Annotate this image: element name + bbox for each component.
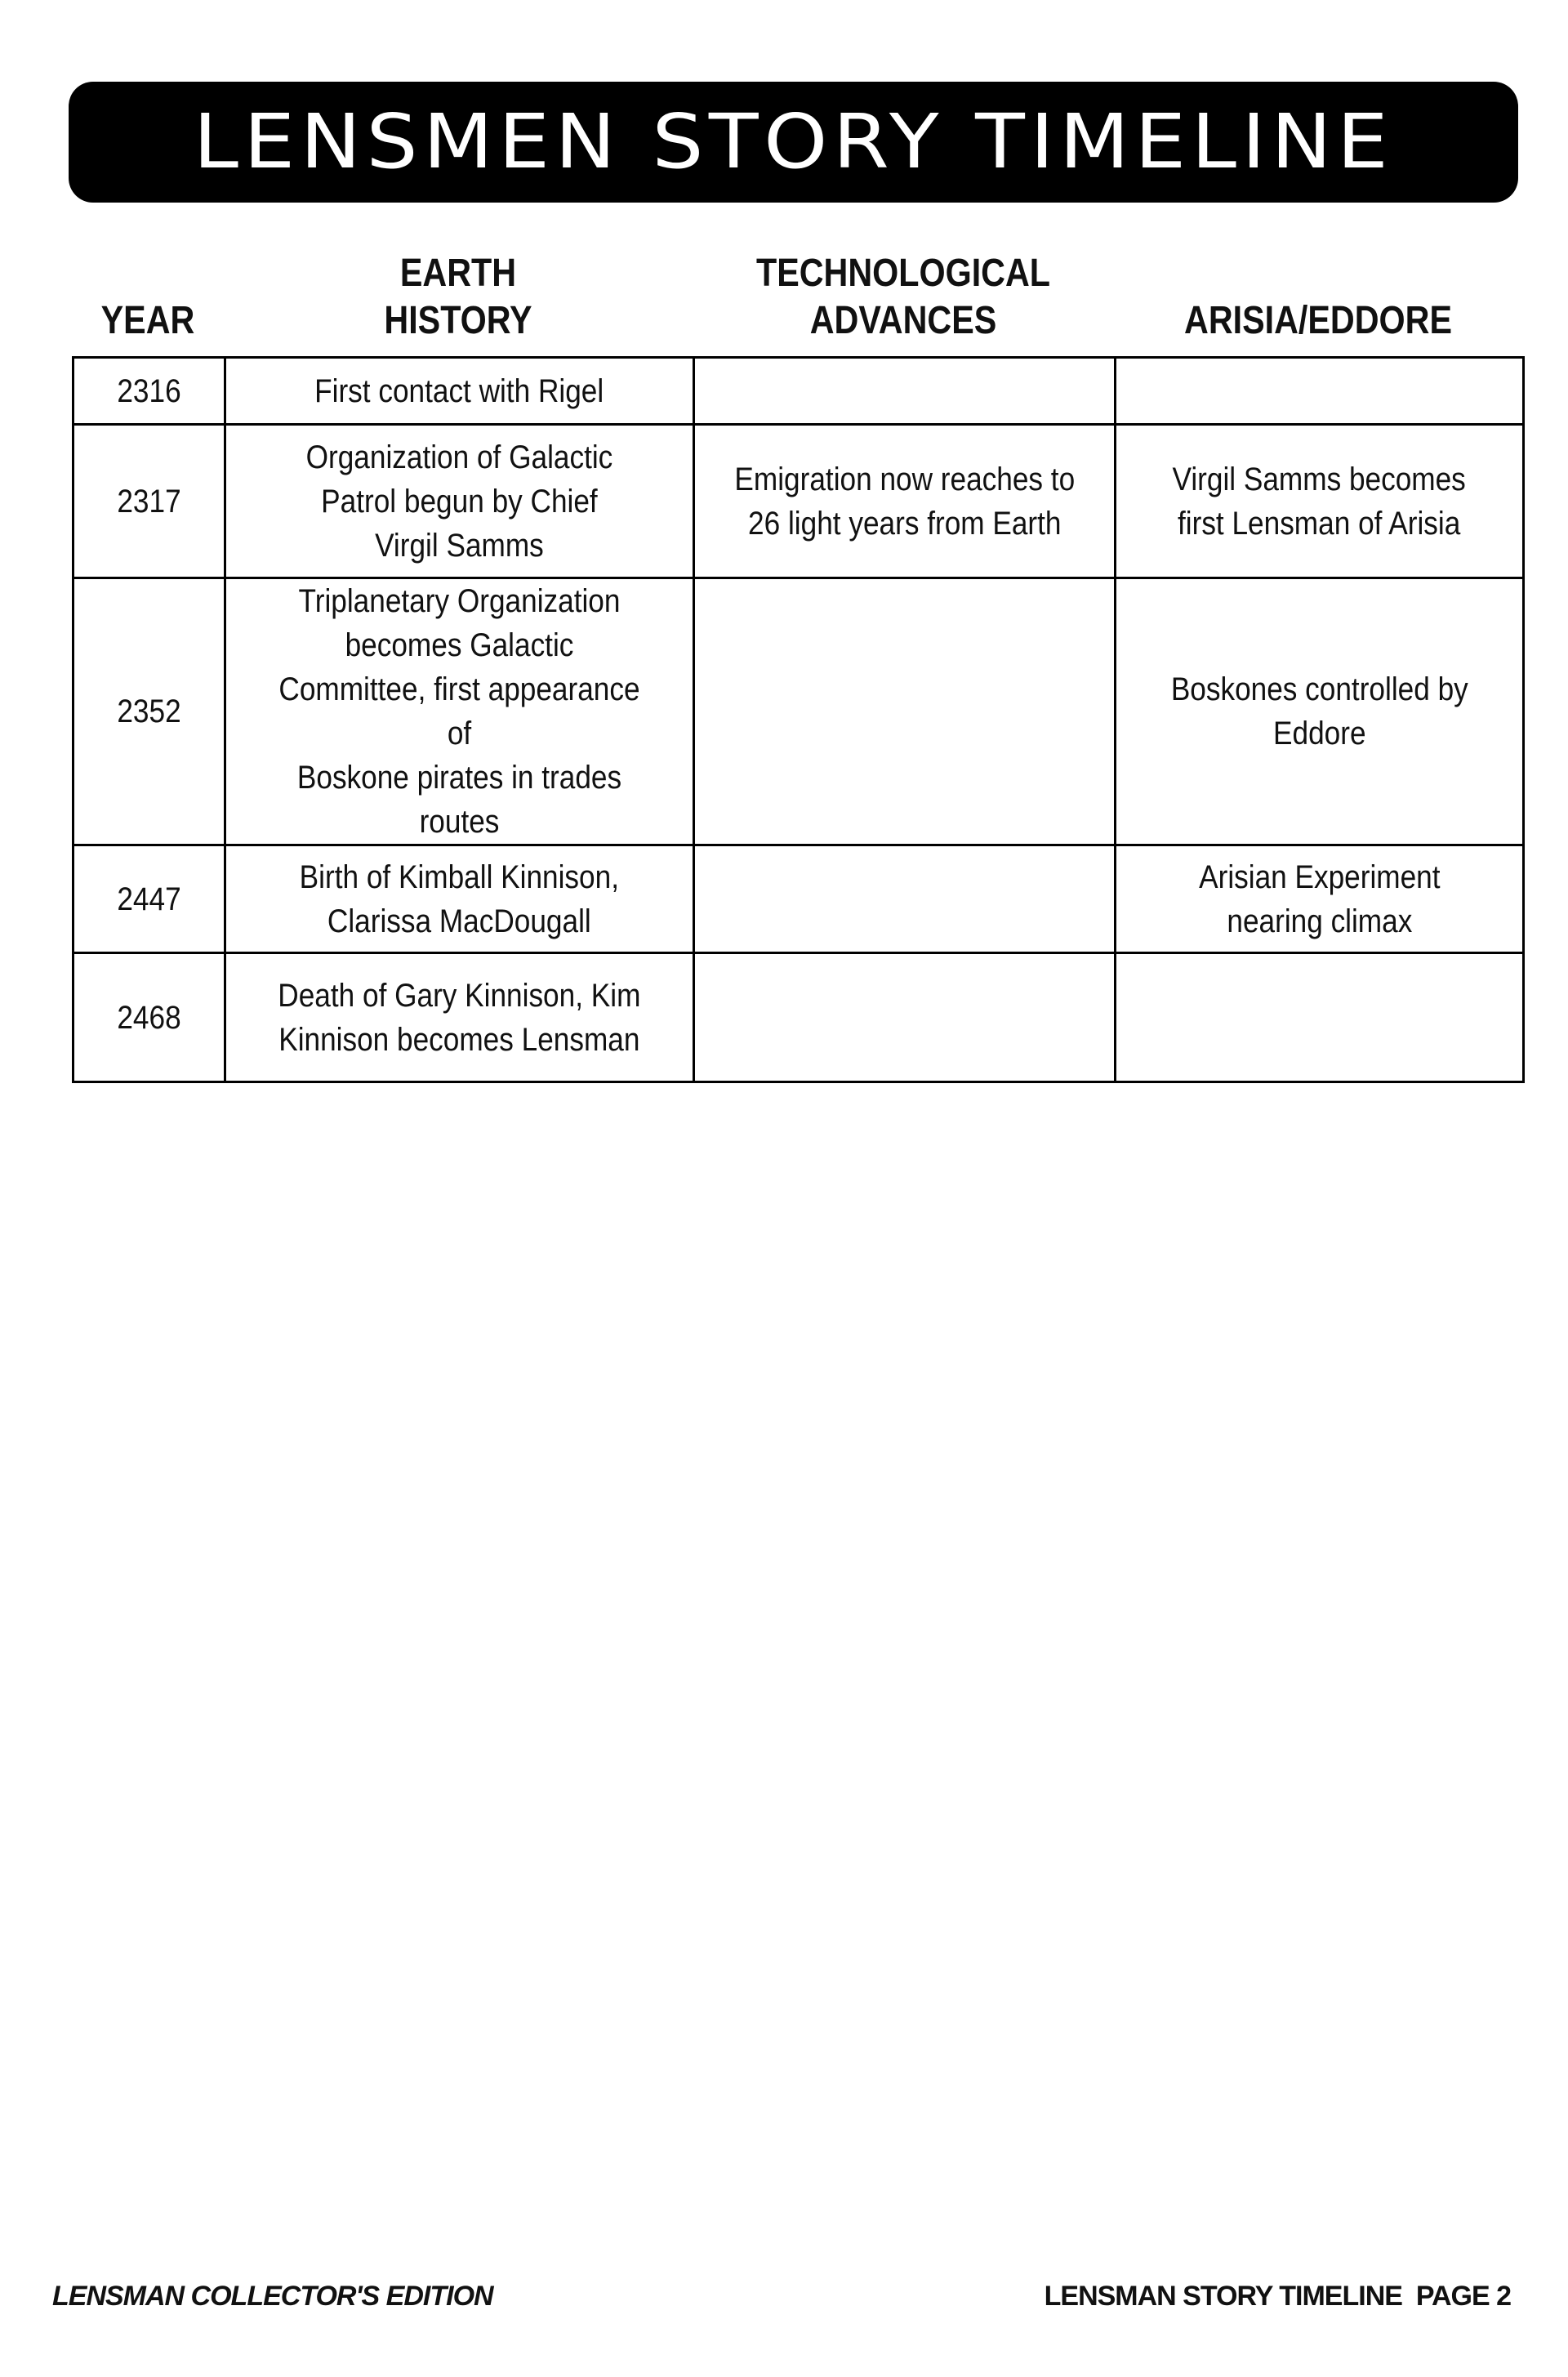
technological-advances-cell bbox=[694, 358, 1116, 425]
arisia-eddore-text: Arisian Experiment nearing climax bbox=[1198, 858, 1441, 939]
arisia-eddore-cell bbox=[1116, 358, 1524, 425]
earth-history-cell bbox=[225, 845, 694, 953]
page-title: LENSMEN STORY TIMELINE bbox=[193, 98, 1394, 185]
footer-edition: LENSMAN COLLECTOR'S EDITION bbox=[52, 2281, 493, 2312]
table-row bbox=[74, 358, 1524, 425]
arisia-eddore-cell bbox=[1116, 953, 1524, 1082]
header-year: YEAR bbox=[100, 299, 195, 342]
earth-history-cell bbox=[225, 358, 694, 425]
earth-history-cell bbox=[225, 578, 694, 845]
table-row bbox=[74, 425, 1524, 578]
footer-page-label: LENSMAN STORY TIMELINE PAGE 2 bbox=[1044, 2281, 1511, 2312]
arisia-eddore-text: Virgil Samms becomes first Lensman of Arisia bbox=[1172, 461, 1467, 542]
technological-advances-cell bbox=[694, 845, 1116, 953]
year-cell bbox=[74, 953, 225, 1082]
table-row bbox=[74, 845, 1524, 953]
technological-advances-text: Emigration now reaches to 26 light years from Earth bbox=[734, 461, 1075, 542]
header-arisia-eddore: ARISIA/EDDORE bbox=[1184, 299, 1452, 342]
year-text: 2317 bbox=[117, 483, 181, 520]
earth-history-text: Birth of Kimball Kinnison, Clarissa MacDougall bbox=[299, 858, 620, 939]
year-cell bbox=[74, 845, 225, 953]
technological-advances-cell bbox=[694, 578, 1116, 845]
year-text: 2447 bbox=[117, 881, 181, 917]
arisia-eddore-cell bbox=[1116, 845, 1524, 953]
timeline-table bbox=[72, 356, 1525, 1083]
earth-history-text: Death of Gary Kinnison, Kim Kinnison becomes Lensman bbox=[278, 977, 641, 1058]
year-text: 2352 bbox=[117, 693, 181, 729]
header-technological-advances: TECHNOLOGICAL ADVANCES bbox=[755, 252, 1051, 342]
arisia-eddore-cell bbox=[1116, 578, 1524, 845]
page-title-banner bbox=[69, 82, 1518, 203]
table-row bbox=[74, 953, 1524, 1082]
arisia-eddore-cell bbox=[1116, 425, 1524, 578]
year-cell bbox=[74, 425, 225, 578]
technological-advances-cell bbox=[694, 425, 1116, 578]
earth-history-cell bbox=[225, 425, 694, 578]
year-cell bbox=[74, 358, 225, 425]
header-earth-history: EARTH HISTORY bbox=[384, 252, 532, 342]
year-text: 2316 bbox=[117, 372, 181, 409]
year-cell bbox=[74, 578, 225, 845]
table-row bbox=[74, 578, 1524, 845]
arisia-eddore-text: Boskones controlled by Eddore bbox=[1170, 671, 1468, 751]
technological-advances-cell bbox=[694, 953, 1116, 1082]
year-text: 2468 bbox=[117, 999, 181, 1036]
earth-history-text: Organization of Galactic Patrol begun by Chief Virgil Samms bbox=[305, 439, 613, 564]
earth-history-cell bbox=[225, 953, 694, 1082]
earth-history-text: First contact with Rigel bbox=[314, 372, 604, 409]
earth-history-text: Triplanetary Organization becomes Galactic Committee, first appearance of Boskone pirates in trades routes bbox=[278, 583, 640, 840]
